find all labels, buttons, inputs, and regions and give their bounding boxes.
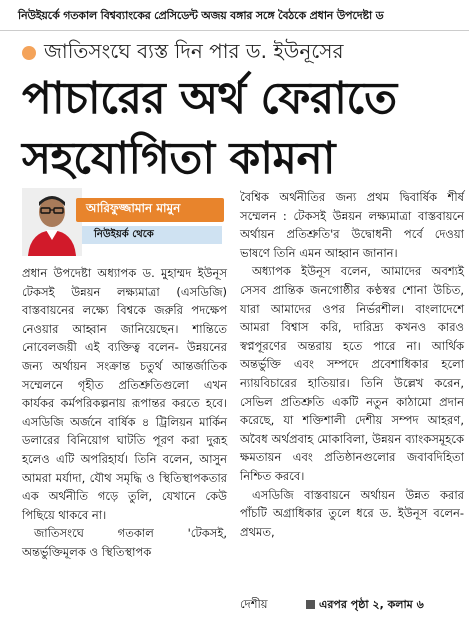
continuation-jump [306,596,424,615]
top-strip [0,0,469,31]
author-photo [22,188,82,256]
top-strip-text: নিউইয়র্কে গতকাল বিশ্বব্যাংকের প্রেসিডেন্ট অজয় বঙ্গার সঙ্গে বৈঠকে প্রধান উপদেষ্টা ড [18,9,384,22]
square-bullet-icon [306,600,315,609]
kicker [22,40,344,66]
headline-line-1: পাচারের অর্থ ফেরাতে [22,73,397,124]
paragraph: জাতিসংঘে গতকাল 'টেকসই, অন্তর্ভুক্তিমূলক ও স্থিতিস্থাপক [22,526,227,559]
author-desk: নিউইয়র্ক থেকে [82,226,222,244]
byline [22,188,220,256]
paragraph: প্রধান উপদেষ্টা অধ্যাপক ড. মুহাম্মদ ইউনূস টেকসই উন্নয়ন লক্ষ্যমাত্রা (এসডিজি) বাস্তবায়নের লক্ষ্যে বিশ্বকে জরুরি পদক্ষেপ নেওয়ার আহ্বান জানিয়েছেন। শান্তিতে নোবেলজয়ী এই ব্যক্তিত্ব বলেন- উন্নয়নের জন্য অর্থায়ন সংক্রান্ত চতুর্থ আন্তর্জাতিক সম্মেলনে গৃহীত প্রতিশ্রুতিগুলো এখন কার্যকর কর্মপরিকল্পনায় রূপান্তর করতে হবে। এসডিজি অর্জনে বার্ষিক ৪ ট্রিলিয়ন মার্কিন ডলারের বিনিয়োগ ঘাটতি পূরণ করা দুরূহ হলেও এটি অপরিহার্য। তিনি বলেন, আসুন আমরা মর্যাদা, যৌথ সমৃদ্ধি ও স্থিতিস্থাপকতার এক অর্থনীতি গড়ে তুলি, যেখানে কেউ পিছিয়ে থাকবে না। [22,266,227,522]
article-column-right [240,188,464,541]
paragraph: অধ্যাপক ইউনূস বলেন, আমাদের অবশ্যই সেসব প্রান্তিক জনগোষ্ঠীর কণ্ঠস্বর শোনা উচিত, যারা আমাদের ওপর নির্ভরশীল। বাংলাদেশে আমরা বিশ্বাস করি, দারিদ্র্য কখনও কারও স্বপ্নপূরণের অন্তরায় হতে পারে না। আর্থিক অন্তর্ভুক্তি এবং সম্পদে প্রবেশাধিকার হলো ন্যায়বিচারের হাতিয়ার। তিনি উল্লেখ করেন, সেভিল প্রতিশ্রুতি একটি নতুন কাঠামো প্রদান করেছে, যা শক্তিশালী দেশীয় সম্পদ আহরণ, অবৈধ অর্থপ্রবাহ মোকাবিলা, উন্নয়ন ব্যাংকসমূহকে ক্ষমতায়ন এবং প্রতিষ্ঠানগুলোর জবাবদিহিতা নিশ্চিত করবে। [240,264,464,483]
article-column-left [22,264,227,562]
last-line-word: দেশীয় [240,597,268,611]
headline-line-2: সহযোগিতা কামনা [22,133,335,184]
kicker-bullet-icon [22,46,36,60]
jump-text: এরপর পৃষ্ঠা ২, কলাম ৬ [319,598,424,611]
kicker-text: জাতিসংঘে ব্যস্ত দিন পার ড. ইউনূসের [44,38,344,63]
author-name: আরিফুজ্জামান মামুন [76,198,224,222]
paragraph: এসডিজি বাস্তবায়নে অর্থায়ন উন্নত করার পাঁচটি অগ্রাধিকার তুলে ধরে ড. ইউনূস বলেন- প্রথমত, [240,487,464,539]
paragraph: বৈশ্বিক অর্থনীতির জন্য প্রথম দ্বিবার্ষিক শীর্ষ সম্মেলন : টেকসই উন্নয়ন লক্ষ্যমাত্রা বাস্তবায়নে অর্থায়ন প্রতিশ্রুতি'র উদ্বোধনী পর্বে দেওয়া ভাষণে তিনি এমন আহ্বান জানান। [240,190,464,260]
